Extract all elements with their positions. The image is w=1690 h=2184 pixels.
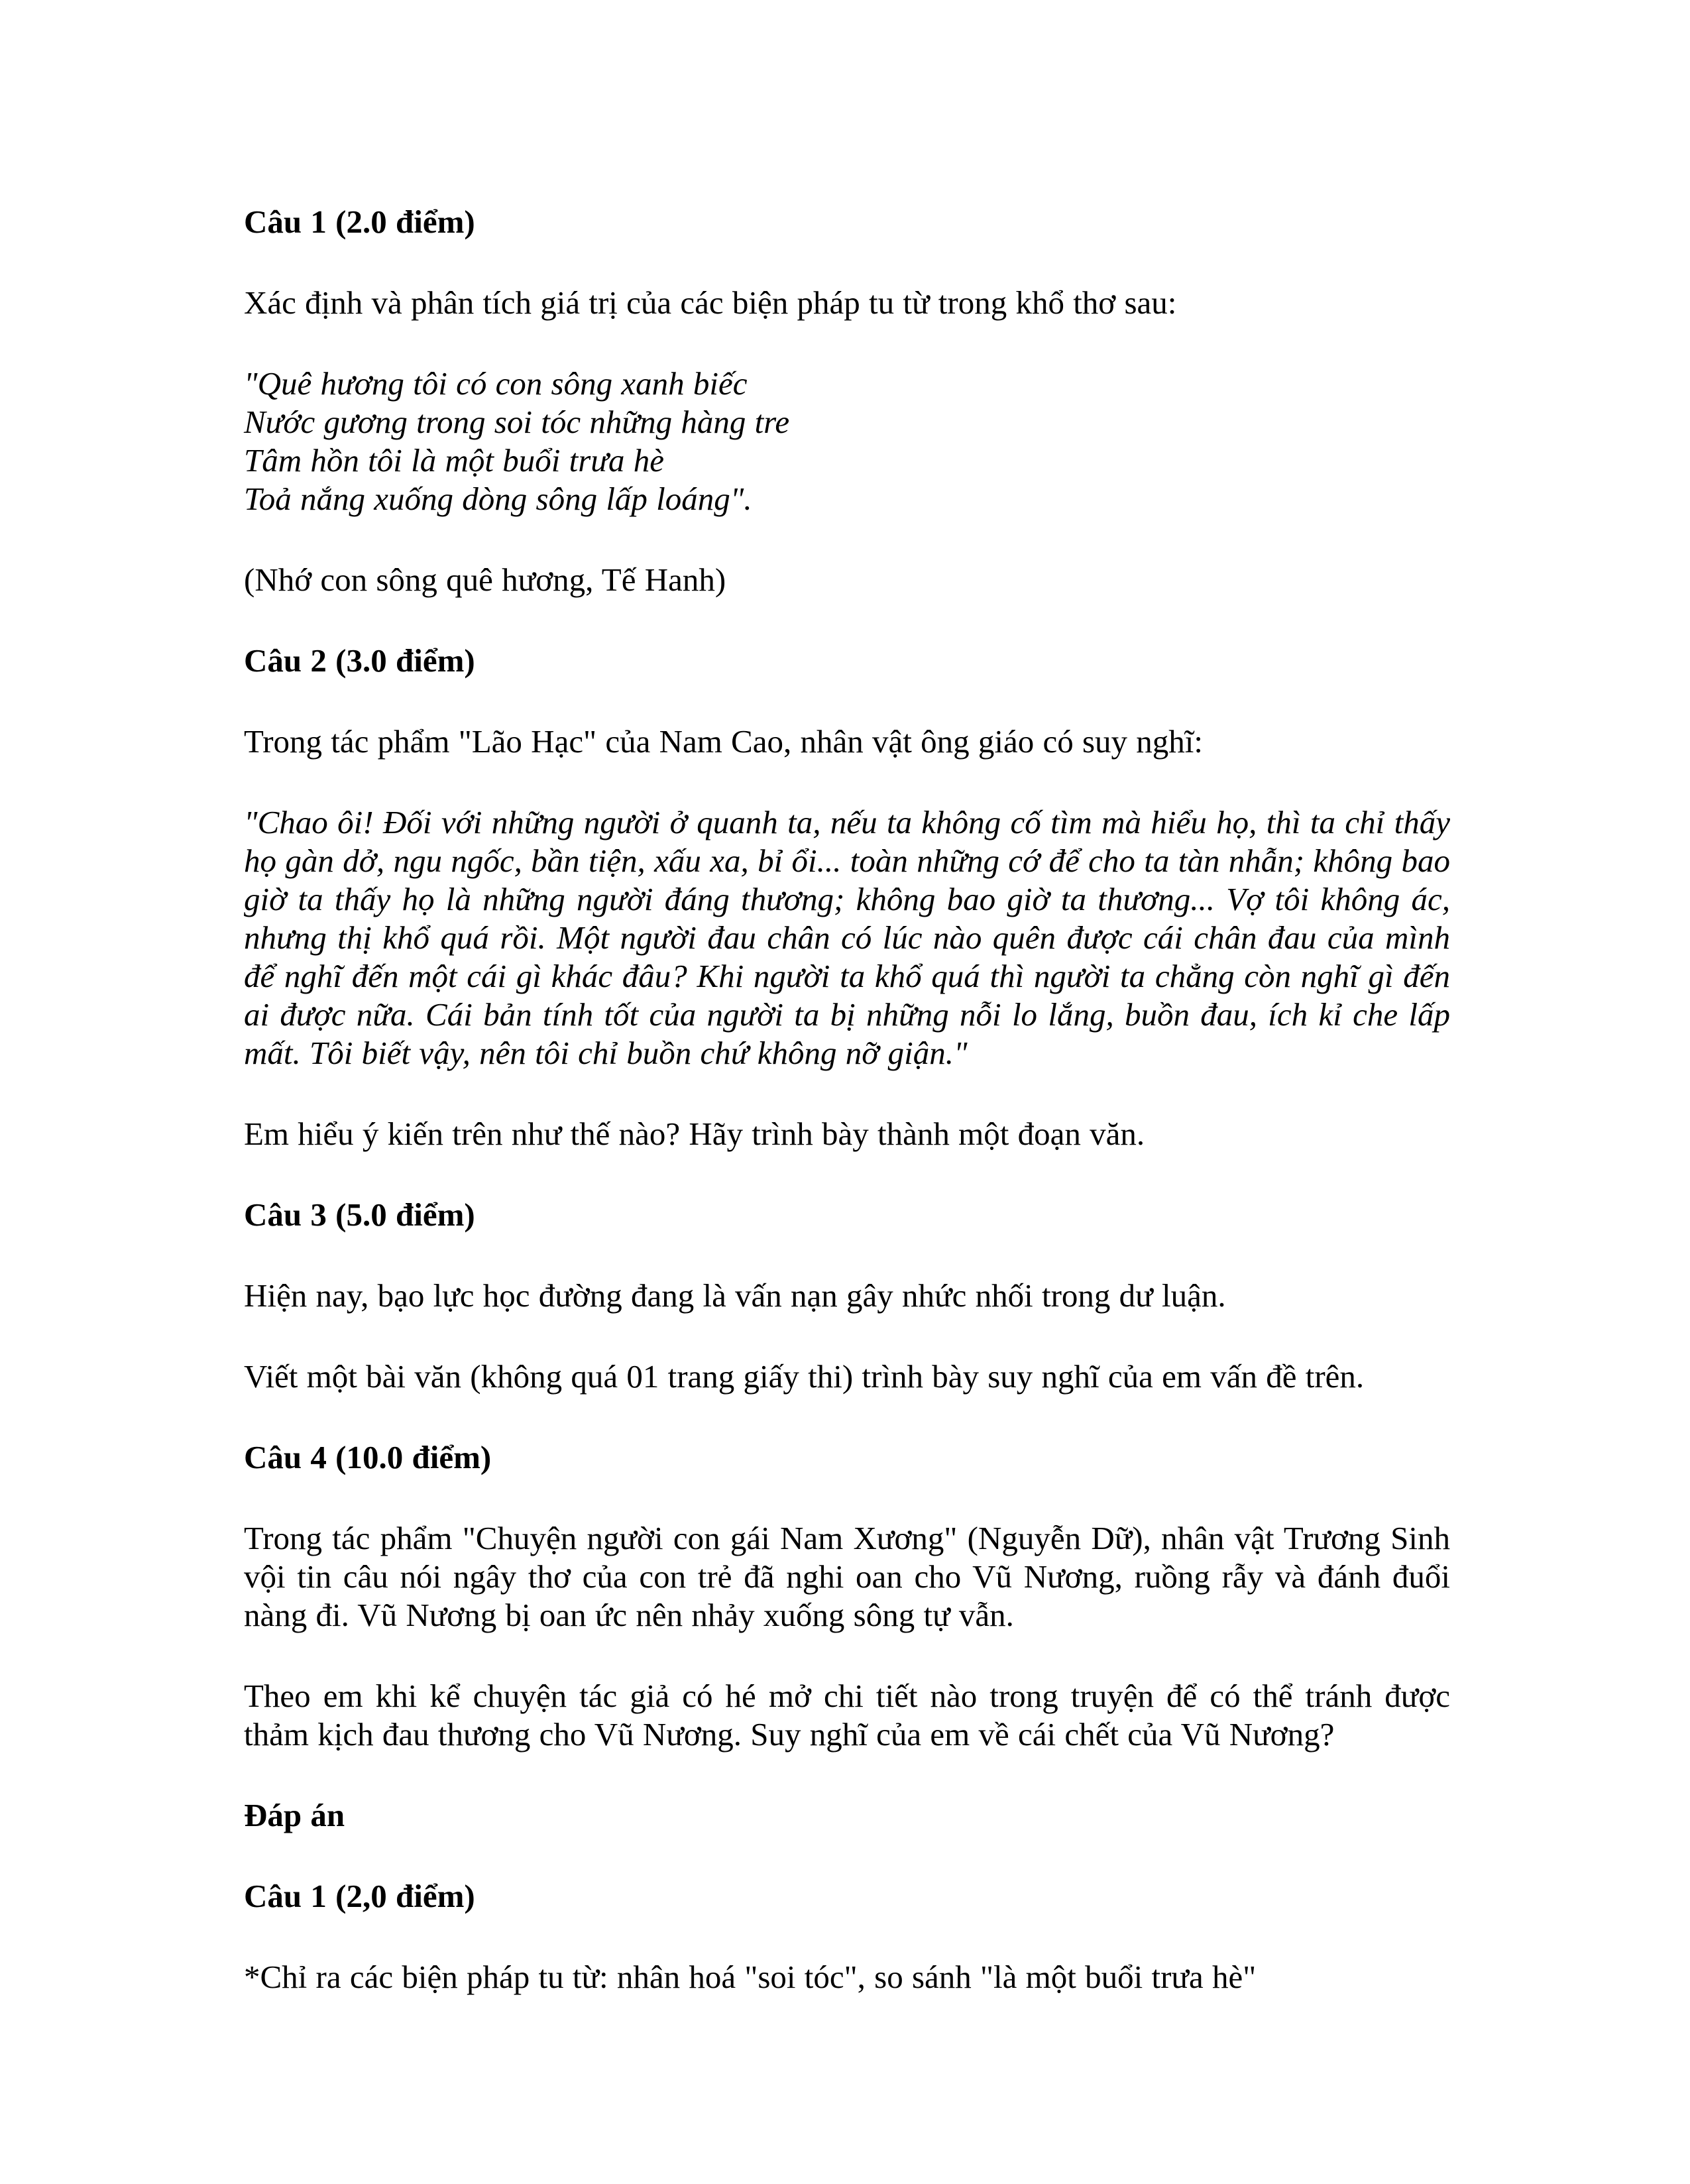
poem-line: "Quê hương tôi có con sông xanh biếc [244,365,748,402]
document-content [244,203,1450,2039]
paragraph: Theo em khi kể chuyện tác giả có hé mở chi tiết nào trong truyện để có thể tránh được thảm kịch đau thương cho Vũ Nương. Suy nghĩ của em về cái chết của Vũ Nương? [244,1678,1450,1753]
paragraph: Hiện nay, bạo lực học đường đang là vấn nạn gây nhức nhối trong dư luận. [244,1277,1226,1314]
quoted-passage: "Chao ôi! Đối với những người ở quanh ta, nếu ta không cố tìm mà hiểu họ, thì ta chỉ thấy họ gàn dở, ngu ngốc, bần tiện, xấu xa, bỉ ổi... toàn những cớ để cho ta tàn nhẫn; không bao giờ ta thấy họ là những người đáng thương; không bao giờ ta thương... Vợ tôi không ác, nhưng thị khổ quá rồi. Một người đau chân có lúc nào quên được cái chân đau của mình để nghĩ đến một cái gì khác đâu? Khi người ta khổ quá thì người ta chẳng còn nghĩ gì đến ai được nữa. Cái bản tính tốt của người ta bị những nỗi lo lắng, buồn đau, ích kỉ che lấp mất. Tôi biết vậy, nên tôi chỉ buồn chứ không nỡ giận." [244,804,1450,1071]
paragraph: *Chỉ ra các biện pháp tu từ: nhân hoá "soi tóc", so sánh "là một buổi trưa hè" [244,1959,1257,1995]
section-heading: Câu 2 (3.0 điểm) [244,642,475,679]
poem-stanza [244,365,1450,518]
paragraph: Em hiểu ý kiến trên như thế nào? Hãy trình bày thành một đoạn văn. [244,1116,1145,1152]
paragraph: Trong tác phẩm "Lão Hạc" của Nam Cao, nhân vật ông giáo có suy nghĩ: [244,723,1204,760]
section-heading: Câu 4 (10.0 điểm) [244,1439,492,1475]
section-heading: Câu 1 (2.0 điểm) [244,203,475,240]
section-heading: Câu 1 (2,0 điểm) [244,1878,475,1914]
poem-line: Tâm hồn tôi là một buổi trưa hè [244,442,664,479]
paragraph: (Nhớ con sông quê hương, Tế Hanh) [244,561,726,598]
poem-line: Toả nắng xuống dòng sông lấp loáng". [244,481,752,517]
paragraph: Xác định và phân tích giá trị của các biện pháp tu từ trong khổ thơ sau: [244,284,1177,321]
section-heading: Câu 3 (5.0 điểm) [244,1196,475,1233]
poem-line: Nước gương trong soi tóc những hàng tre [244,404,790,440]
paragraph: Viết một bài văn (không quá 01 trang giấy thi) trình bày suy nghĩ của em vấn đề trên. [244,1358,1365,1395]
section-heading: Đáp án [244,1797,345,1833]
paragraph: Trong tác phẩm "Chuyện người con gái Nam Xương" (Nguyễn Dữ), nhân vật Trương Sinh vội tin câu nói ngây thơ của con trẻ đã nghi oan cho Vũ Nương, ruồng rẫy và đánh đuổi nàng đi. Vũ Nương bị oan ức nên nhảy xuống sông tự vẫn. [244,1520,1450,1633]
